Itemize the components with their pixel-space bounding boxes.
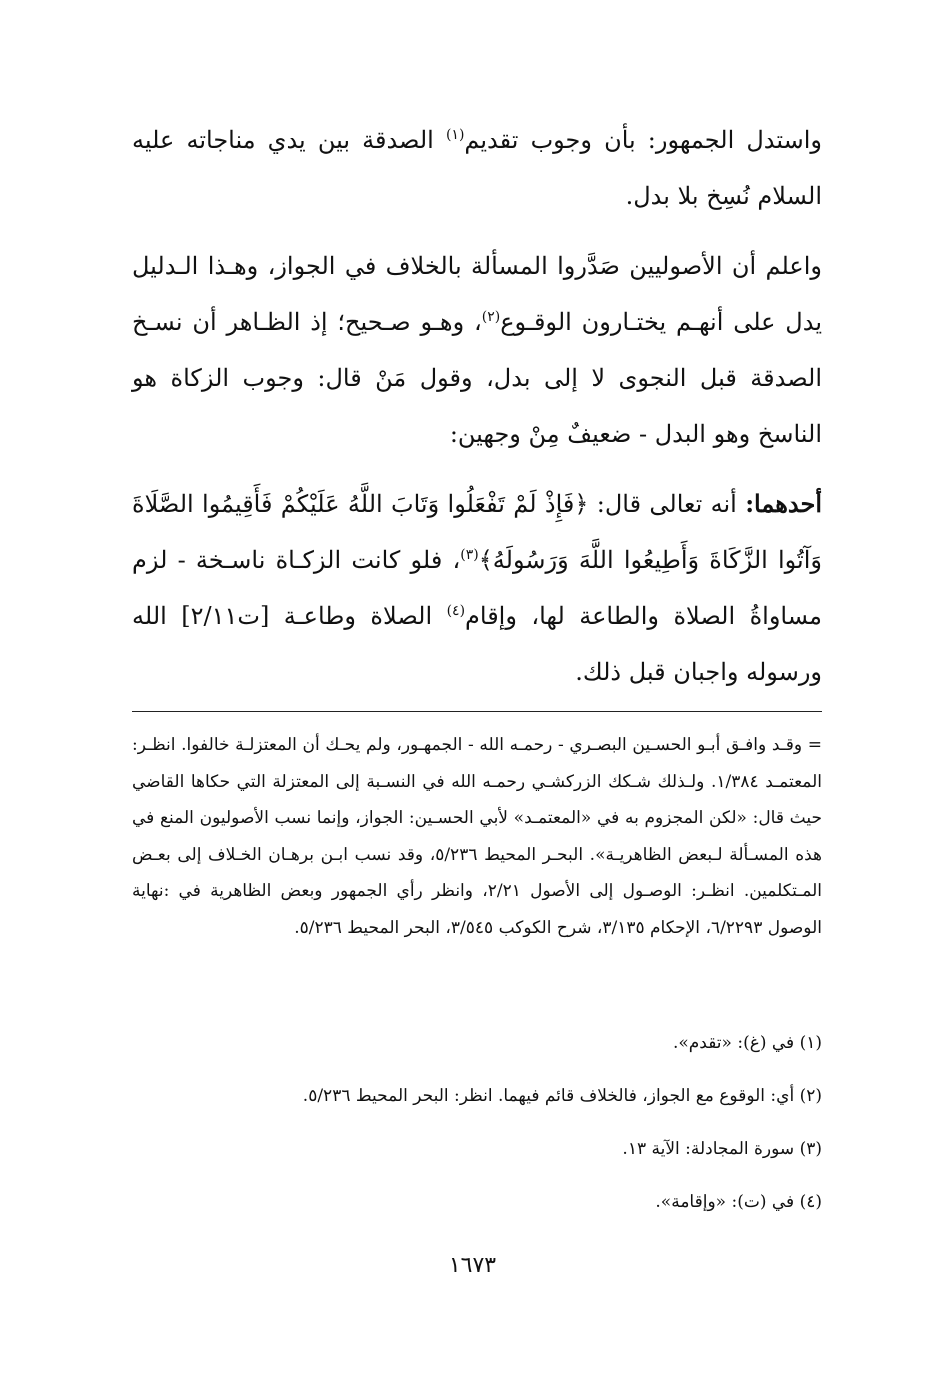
paragraph-2-text-a: واعلم أن الأصوليين صَدَّروا المسألة بالخلاف في الجواز، وهـذا الـدليل يدل على أنهـم يختـارون الوقـوع	[132, 252, 823, 336]
paragraph-3-text-b: ، فلو كانت الزكـاة ناسـخة - لزم مساواةُ الصلاة والطاعة لها، وإقام	[132, 546, 822, 630]
quran-quote: أنه تعالى قال: ﴿فَإِذْ لَمْ تَفْعَلُوا وَتَابَ اللَّهُ عَلَيْكُمْ فَأَقِيمُوا الصَّلَاةَ وَآتُوا الزَّكَاةَ وَأَطِيعُوا اللَّهَ وَرَسُولَهُ﴾	[132, 490, 822, 574]
footnote-ref-4: (٤)	[446, 603, 466, 619]
paragraph-1	[132, 112, 822, 224]
footnote-item-1: (١) في (غ): «تقدم».	[672, 1033, 822, 1053]
paragraph-3-lead: أحدهما:	[745, 489, 822, 518]
paragraph-2-text-b: ، وهـو صـحيح؛ إذ الظـاهر أن نسـخ الصدقة قبل النجوى لا إلى بدل، وقول مَنْ قال: وجوب الزكاة هو الناسخ وهو البدل - ضعيفٌ مِنْ وجهين:	[132, 308, 822, 448]
footnote-list	[132, 1030, 822, 1242]
footnote-ref-1: (١)	[445, 127, 465, 143]
paragraph-2	[132, 238, 822, 462]
footnote-ref-3: (٣)	[460, 547, 479, 563]
paragraph-1-text-b: الصدقة بين يدي مناجاته عليه السلام نُسِخ بلا بدل.	[132, 126, 822, 210]
paragraph-1-text-a: واستدل الجمهور: بأن وجوب تقديم	[464, 126, 823, 154]
footnote-ref-2: (٢)	[481, 309, 501, 325]
paragraph-3-text-c: الصلاة وطاعـة [ت٢/١١] الله ورسوله واجبان قبل ذلك.	[132, 602, 822, 686]
footnote-item-4: (٤) في (ت): «وإقامة».	[655, 1192, 822, 1212]
footnote-item-3: (٣) سورة المجادلة: الآية ١٣.	[622, 1139, 822, 1159]
footnote-divider	[132, 711, 822, 712]
footnote-item-2: (٢) أي: الوقوع مع الجواز، فالخلاف قائم فيهما. انظر: البحر المحيط ٥/٢٣٦.	[302, 1086, 822, 1106]
page-number: ١٦٧٣	[448, 1253, 497, 1278]
footnote-continuation: = وقـد وافـق أبـو الحسـين البصـري - رحمـه الله - الجمهـور، ولم يحـك أن المعتزلـة خالفوا. انظـر: المعتمـد ١/٣٨٤. ولـذلك شـكك الزركشـي رحمـه الله في النسـبة إلى المعتزلة التي حكاها القاضي حيث قال: «لكن المجزوم به في «المعتمـد» لأبي الحسـين: الجواز، وإنما نسب الأصوليون المنع في هذه المسـألة لـبعض الظاهريـة». البحـر المحيط ٥/٢٣٦، وقد نسب ابـن برهـان الخـلاف إلى بعـض المـتكلمين. انظـر: الوصـول إلى الأصول ٢/٢١، وانظر رأي الجمهور وبعض الظاهرية في :نهاية الوصول ٦/٢٢٩٣، الإحكام ٣/١٣٥، شرح الكوكب ٣/٥٤٥، البحر المحيط ٥/٢٣٦.	[132, 735, 823, 938]
paragraph-3	[132, 476, 822, 700]
